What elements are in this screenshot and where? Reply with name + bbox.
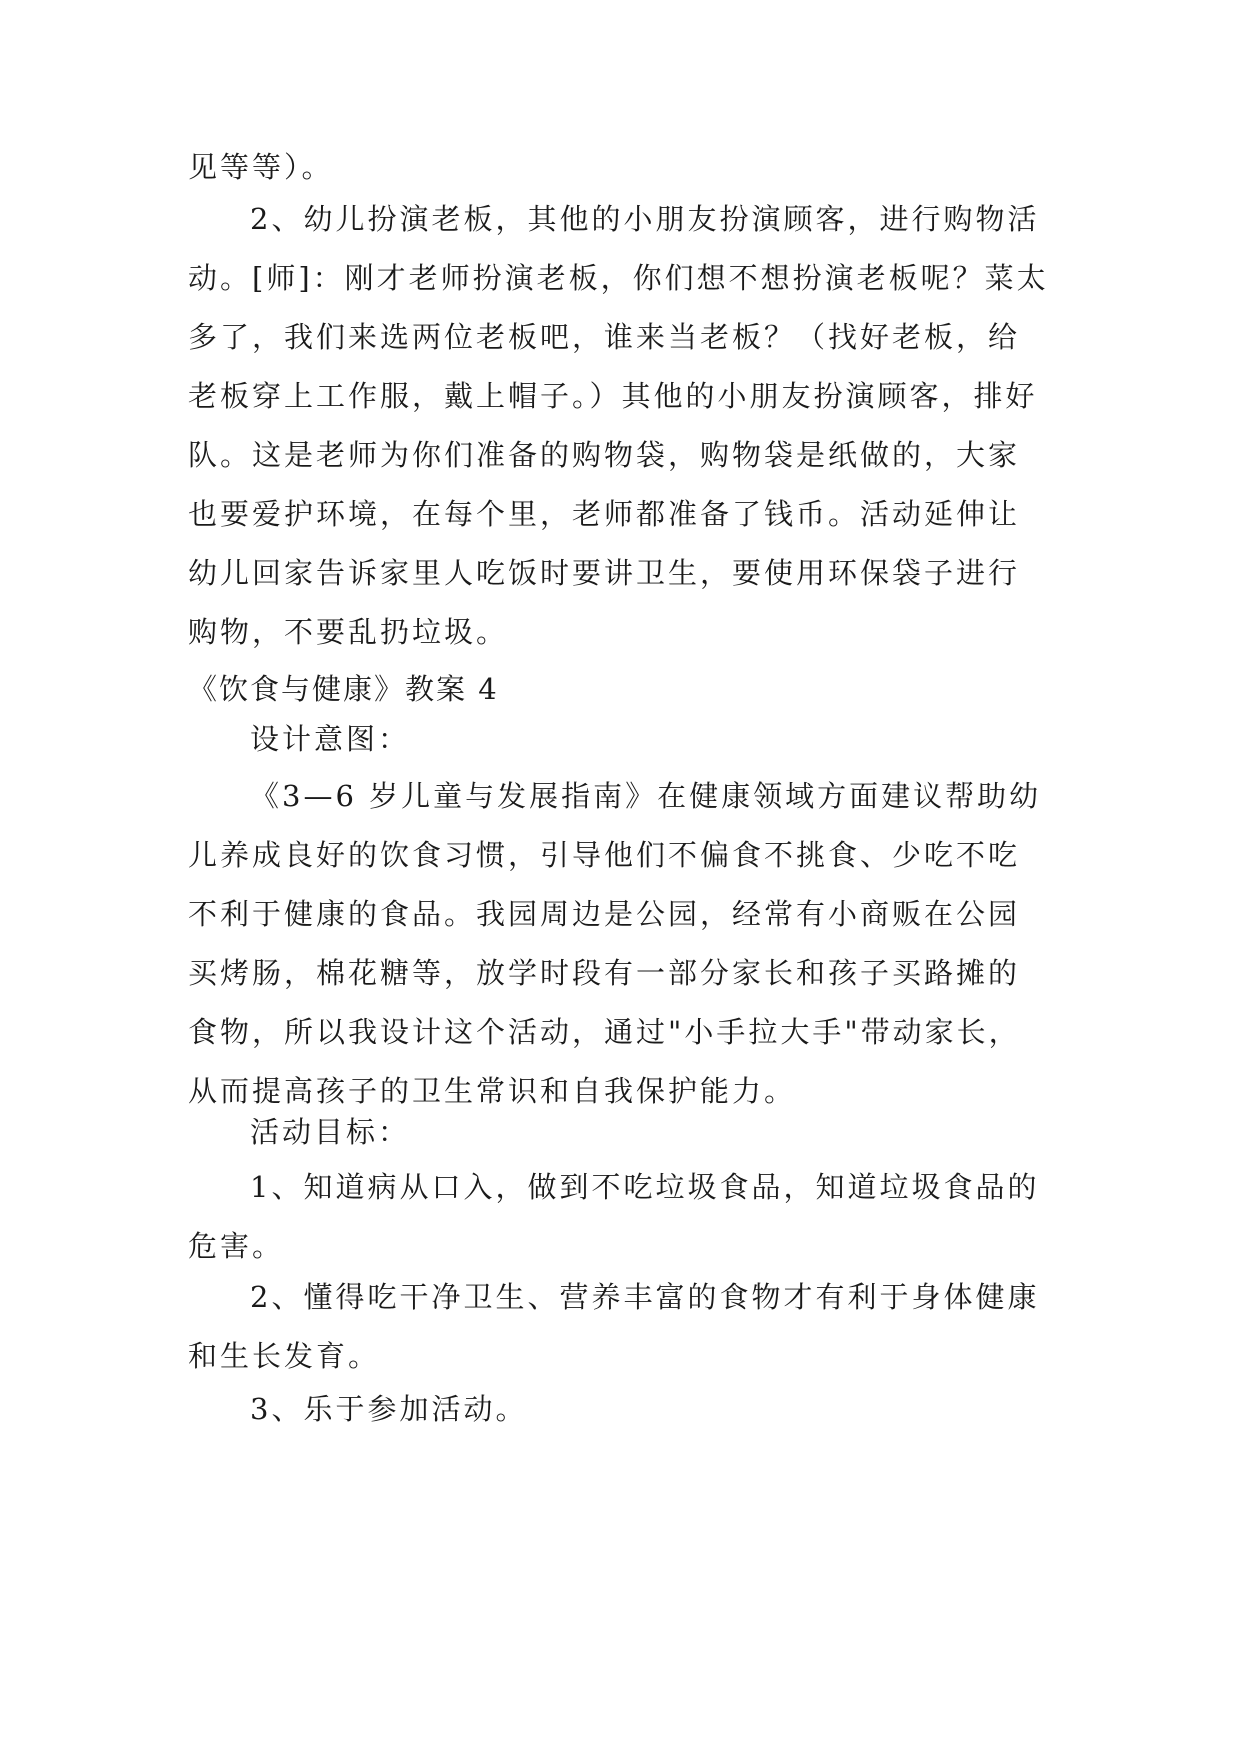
paragraph-shopping-activity: 2、幼儿扮演老板，其他的小朋友扮演顾客，进行购物活动。[师]：刚才老师扮演老板，你们想不想扮演老板呢？菜太多了，我们来选两位老板吧，谁来当老板？（找好老板，给老板穿上工作服，戴上帽子。）其他的小朋友扮演顾客，排好队。这是老师为你们准备的购物袋，购物袋是纸做的，大家也要爱护环境，在每个里，老师都准备了钱币。活动延伸让幼儿回家告诉家里人吃饭时要讲卫生，要使用环保袋子进行购物，不要乱扔垃圾。: [188, 202, 1049, 649]
design-intent-text: 《3—6 岁儿童与发展指南》在健康领域方面建议帮助幼儿养成良好的饮食习惯，引导他们不偏食不挑食、少吃不吃不利于健康的食品。我园周边是公园，经常有小商贩在公园买烤肠，棉花糖等，放学时段有一部分家长和孩子买路摊的食物，所以我设计这个活动，通过"小手拉大手"带动家长，从而提高孩子的卫生常识和自我保护能力。: [188, 779, 1042, 1108]
goals-label: 活动目标：: [250, 1115, 411, 1149]
design-intent-label: 设计意图：: [250, 722, 411, 756]
goal-item-2: 2、懂得吃干净卫生、营养丰富的食物才有利于身体健康和生长发育。: [188, 1280, 1040, 1373]
carryover-text: 见等等）。: [188, 150, 334, 184]
section-title: 《饮食与健康》教案 4: [188, 672, 499, 706]
goal-item-3: 3、乐于参加活动。: [250, 1392, 528, 1426]
goal-item-1: 1、知道病从口入，做到不吃垃圾食品，知道垃圾食品的危害。: [188, 1170, 1040, 1263]
